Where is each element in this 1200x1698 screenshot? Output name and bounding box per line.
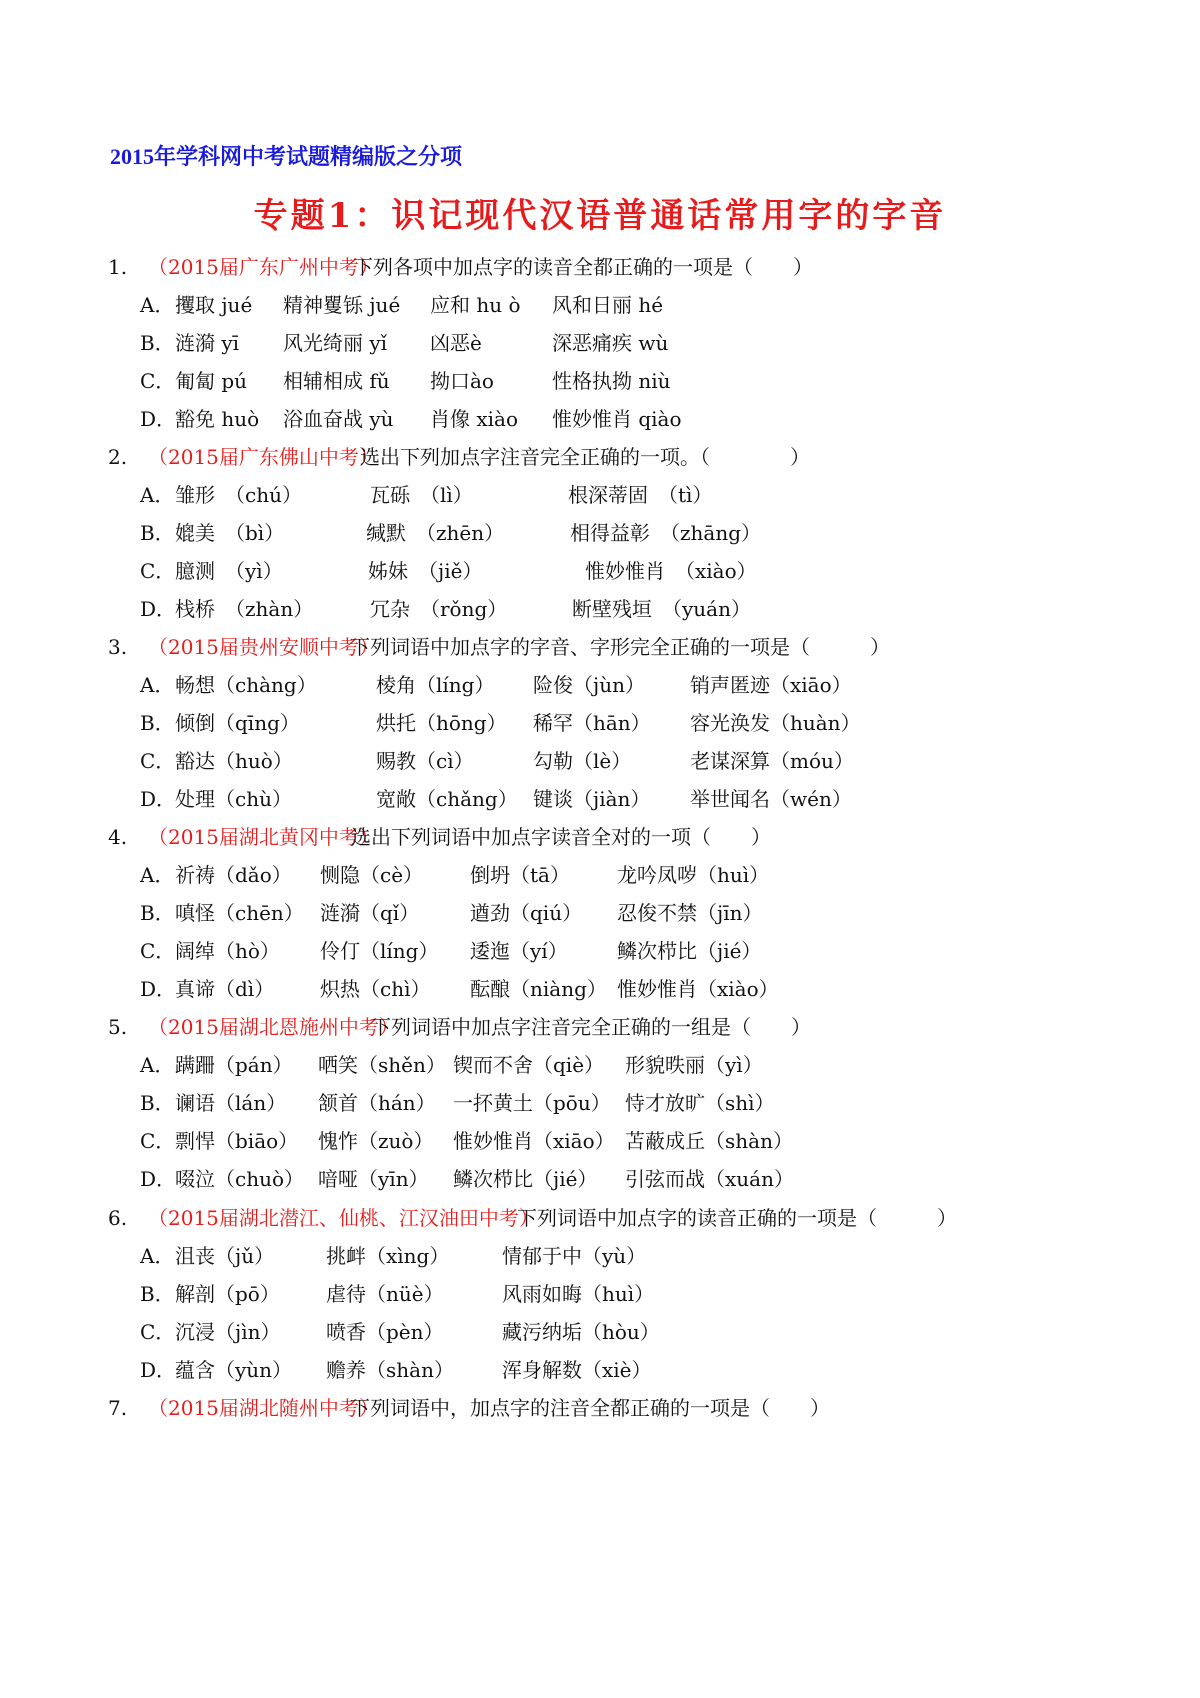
option-item: 哂笑（shěn） <box>318 1053 446 1077</box>
option-item: 挑衅（xìng） <box>326 1244 450 1268</box>
option-item: 解剖（pō） <box>175 1282 280 1306</box>
option-label: D． <box>140 977 177 1001</box>
option-item: 相辅相成 fǔ <box>283 369 390 393</box>
option-item: 凶恶è <box>430 331 482 355</box>
question-text: 选出下列词语中加点字读音全对的一项（ ） <box>351 825 771 849</box>
question-line <box>0 1393 1200 1423</box>
question-line <box>0 252 1200 282</box>
option-item: 豁达（huò） <box>175 749 293 773</box>
option-row <box>0 974 1200 1004</box>
option-label: D． <box>140 787 177 811</box>
option-label: D． <box>140 1167 177 1191</box>
question-number: 7. <box>108 1396 128 1420</box>
option-item: 惟妙惟肖 qiào <box>552 407 682 431</box>
option-item: 鳞次栉比（jié） <box>453 1167 598 1191</box>
option-item: 险俊（jùn） <box>533 673 645 697</box>
option-item: 媲美 （bì） <box>175 521 285 545</box>
option-item: 鳞次栉比（jié） <box>617 939 762 963</box>
option-item: 相得益彰 （zhāng） <box>570 521 762 545</box>
option-item: 逶迤（yí） <box>470 939 568 963</box>
option-item: 沉浸（jìn） <box>175 1320 281 1344</box>
option-item: 稀罕（hān） <box>533 711 651 735</box>
option-label: B． <box>140 1091 175 1115</box>
option-item: 真谛（dì） <box>175 977 275 1001</box>
option-item: 豁免 huò <box>175 407 260 431</box>
option-item: 臆测 （yì） <box>175 559 283 583</box>
option-item: 容光涣发（huàn） <box>690 711 861 735</box>
option-item: 畅想（chàng） <box>175 673 317 697</box>
question-number: 6. <box>108 1206 128 1230</box>
option-item: 蕴含（yùn） <box>175 1358 293 1382</box>
option-label: C． <box>140 369 176 393</box>
option-item: 匍匐 pú <box>175 369 248 393</box>
option-item: 惟妙惟肖（xiào） <box>617 977 779 1001</box>
option-item: 龙吟凤哕（huì） <box>617 863 770 887</box>
question-text: 下列词语中，加点字的注音全都正确的一项是（ ） <box>350 1396 830 1420</box>
option-label: C． <box>140 559 176 583</box>
option-item: 惟妙惟肖（xiāo） <box>453 1129 615 1153</box>
option-label: A． <box>140 1053 175 1077</box>
option-item: 酝酿（niàng） <box>470 977 607 1001</box>
option-item: 销声匿迹（xiāo） <box>690 673 852 697</box>
option-row <box>0 518 1200 548</box>
option-item: 赐教（cì） <box>376 749 474 773</box>
option-row <box>0 670 1200 700</box>
question-text: 下列词语中加点字的字音、字形完全正确的一项是（ ） <box>350 635 890 659</box>
question-source: （2015届贵州安顺中考） <box>148 635 379 659</box>
option-item: 忍俊不禁（jīn） <box>617 901 763 925</box>
question-text: 选出下列加点字注音完全正确的一项。（ ） <box>360 445 810 469</box>
question-line <box>0 822 1200 852</box>
option-label: A． <box>140 863 175 887</box>
option-row <box>0 746 1200 776</box>
option-item: 藏污纳垢（hòu） <box>502 1320 660 1344</box>
option-row <box>0 1317 1200 1347</box>
option-item: 根深蒂固 （tì） <box>568 483 713 507</box>
question-number: 1. <box>108 255 128 279</box>
option-item: 雏形 （chú） <box>175 483 302 507</box>
question-number: 5. <box>108 1015 128 1039</box>
option-item: 精神矍铄 jué <box>283 293 401 317</box>
option-label: B． <box>140 711 175 735</box>
option-item: 倾倒（qīng） <box>175 711 300 735</box>
option-item: 剽悍（biāo） <box>175 1129 299 1153</box>
option-item: 阔绰（hò） <box>175 939 280 963</box>
option-row <box>0 594 1200 624</box>
option-row <box>0 404 1200 434</box>
option-item: 宽敞（chǎng） <box>376 787 518 811</box>
option-item: 姊妹 （jiě） <box>368 559 483 583</box>
option-item: 遒劲（qiú） <box>470 901 583 925</box>
document-title: 专题1：识记现代汉语普通话常用字的字音 <box>253 196 947 236</box>
option-item: 键谈（jiàn） <box>533 787 651 811</box>
option-item: 处理（chù） <box>175 787 292 811</box>
question-text: 下列各项中加点字的读音全都正确的一项是（ ） <box>353 255 813 279</box>
option-item: 倒坍（tā） <box>470 863 570 887</box>
question-source: （2015届湖北随州中考） <box>148 1396 379 1420</box>
option-item: 棱角（líng） <box>376 673 495 697</box>
option-item: 浑身解数（xiè） <box>502 1358 652 1382</box>
option-item: 引弦而战（xuán） <box>625 1167 794 1191</box>
option-item: 喑哑（yīn） <box>318 1167 429 1191</box>
option-item: 炽热（chì） <box>320 977 431 1001</box>
question-text: 下列词语中加点字注音完全正确的一组是（ ） <box>371 1015 811 1039</box>
option-label: C． <box>140 939 176 963</box>
option-label: B． <box>140 521 175 545</box>
option-item: 喷香（pèn） <box>326 1320 444 1344</box>
question-line <box>0 1203 1200 1233</box>
option-item: 嗔怪（chēn） <box>175 901 304 925</box>
option-row <box>0 1050 1200 1080</box>
option-item: 风光绮丽 yǐ <box>283 331 388 355</box>
option-row <box>0 898 1200 928</box>
option-item: 深恶痛疾 wù <box>552 331 669 355</box>
option-label: A． <box>140 483 175 507</box>
question-line <box>0 1012 1200 1042</box>
question-line <box>0 632 1200 662</box>
question-source: （2015届湖北潜江、仙桃、江汉油田中考） <box>148 1206 539 1230</box>
option-item: 风和日丽 hé <box>552 293 664 317</box>
option-row <box>0 860 1200 890</box>
option-item: 缄默 （zhēn） <box>366 521 505 545</box>
option-item: 颔首（hán） <box>318 1091 436 1115</box>
option-item: 瓦砾 （lì） <box>370 483 473 507</box>
option-item: 拗口ào <box>430 369 494 393</box>
question-source: （2015届广东佛山中考） <box>148 445 379 469</box>
option-item: 浴血奋战 yù <box>283 407 394 431</box>
option-item: 肖像 xiào <box>430 407 518 431</box>
option-row <box>0 1088 1200 1118</box>
question-source: （2015届广东广州中考） <box>148 255 379 279</box>
option-item: 苫蔽成丘（shàn） <box>625 1129 793 1153</box>
option-label: B． <box>140 331 175 355</box>
option-label: D． <box>140 597 177 621</box>
option-item: 举世闻名（wén） <box>690 787 852 811</box>
option-row <box>0 366 1200 396</box>
option-item: 惟妙惟肖 （xiào） <box>585 559 757 583</box>
option-item: 蹒跚（pán） <box>175 1053 293 1077</box>
option-item: 祈祷（dǎo） <box>175 863 292 887</box>
option-item: 虐待（nüè） <box>326 1282 444 1306</box>
option-row <box>0 556 1200 586</box>
option-item: 情郁于中（yù） <box>502 1244 647 1268</box>
option-label: C． <box>140 749 176 773</box>
option-item: 风雨如晦（huì） <box>502 1282 655 1306</box>
option-item: 攫取 jué <box>175 293 253 317</box>
option-item: 涟漪（qǐ） <box>320 901 420 925</box>
option-label: C． <box>140 1320 176 1344</box>
option-item: 赡养（shàn） <box>326 1358 454 1382</box>
option-item: 涟漪 yī <box>175 331 240 355</box>
option-row <box>0 480 1200 510</box>
option-item: 伶仃（líng） <box>320 939 439 963</box>
option-label: A． <box>140 293 175 317</box>
option-item: 啜泣（chuò） <box>175 1167 305 1191</box>
option-row <box>0 1241 1200 1271</box>
option-item: 愧怍（zuò） <box>318 1129 434 1153</box>
option-label: B． <box>140 901 175 925</box>
document-header: 2015年学科网中考试题精编版之分项 <box>110 144 463 169</box>
option-item: 锲而不舍（qiè） <box>453 1053 605 1077</box>
option-row <box>0 708 1200 738</box>
option-row <box>0 1355 1200 1385</box>
option-row <box>0 936 1200 966</box>
question-number: 4. <box>108 825 128 849</box>
option-item: 一抔黄土（pōu） <box>453 1091 611 1115</box>
option-item: 冗杂 （rǒng） <box>370 597 508 621</box>
option-row <box>0 1126 1200 1156</box>
option-item: 烘托（hōng） <box>376 711 507 735</box>
option-row <box>0 290 1200 320</box>
option-label: C． <box>140 1129 176 1153</box>
option-item: 谰语（lán） <box>175 1091 287 1115</box>
question-number: 2. <box>108 445 128 469</box>
option-label: B． <box>140 1282 175 1306</box>
option-item: 形貌昳丽（yì） <box>625 1053 763 1077</box>
question-source: （2015届湖北恩施州中考） <box>148 1015 399 1039</box>
option-item: 老谋深算（móu） <box>690 749 854 773</box>
option-label: D． <box>140 407 177 431</box>
option-label: A． <box>140 1244 175 1268</box>
question-line <box>0 442 1200 472</box>
question-text: 下列词语中加点字的读音正确的一项是（ ） <box>517 1206 957 1230</box>
option-item: 应和 hu ò <box>430 293 521 317</box>
option-item: 断壁残垣 （yuán） <box>572 597 751 621</box>
option-row <box>0 1164 1200 1194</box>
option-row <box>0 1279 1200 1309</box>
option-item: 恃才放旷（shì） <box>625 1091 775 1115</box>
option-row <box>0 328 1200 358</box>
question-number: 3. <box>108 635 128 659</box>
option-label: A． <box>140 673 175 697</box>
option-item: 勾勒（lè） <box>533 749 632 773</box>
option-item: 沮丧（jǔ） <box>175 1244 275 1268</box>
option-item: 栈桥 （zhàn） <box>175 597 314 621</box>
option-row <box>0 784 1200 814</box>
option-label: D． <box>140 1358 177 1382</box>
question-source: （2015届湖北黄冈中考） <box>148 825 379 849</box>
option-item: 恻隐（cè） <box>320 863 424 887</box>
option-item: 性格执拗 niù <box>552 369 671 393</box>
